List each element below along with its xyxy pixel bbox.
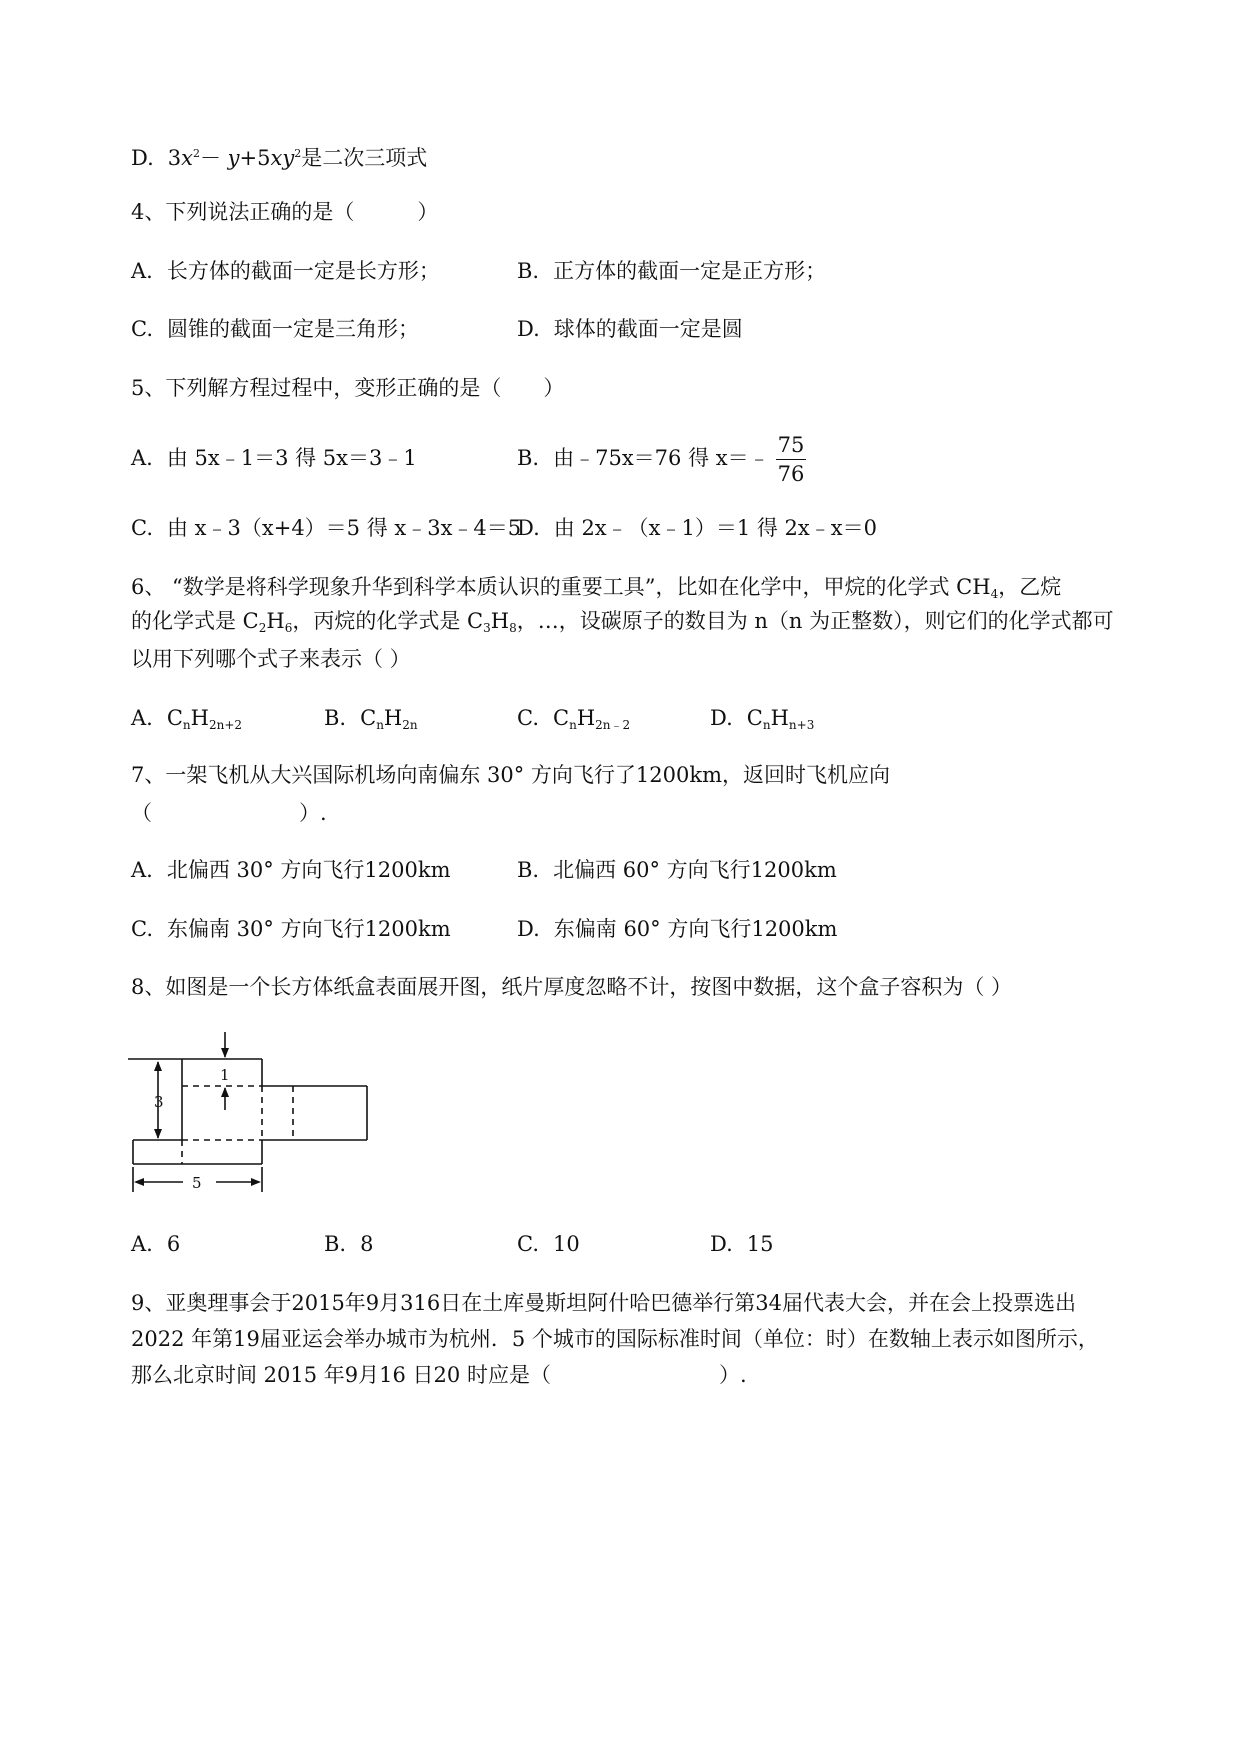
q8-option-b xyxy=(324,1229,373,1259)
text: C xyxy=(553,706,570,730)
option-text: 球体的截面一定是圆 xyxy=(553,317,743,341)
q7-option-c xyxy=(131,914,451,944)
option-label: C. xyxy=(517,1232,539,1256)
option-label: C. xyxy=(517,706,539,730)
subscript: n xyxy=(569,718,577,732)
expr-var: y xyxy=(227,146,240,170)
option-label: A. xyxy=(131,446,153,470)
expr-part: － xyxy=(199,146,228,170)
subscript: n xyxy=(376,718,384,732)
subscript: 2n+2 xyxy=(208,718,243,732)
option-label: D. xyxy=(517,317,540,341)
q7-option-d xyxy=(517,914,837,944)
q5-option-c xyxy=(131,513,521,543)
option-label: D. xyxy=(710,1232,733,1256)
expr-exponent: 2 xyxy=(192,147,200,160)
option-text: 8 xyxy=(360,1232,374,1256)
fraction xyxy=(776,432,807,486)
dimension-label-3: 3 xyxy=(154,1093,164,1111)
option-text: 北偏西 60° 方向飞行1200km xyxy=(553,858,837,882)
option-label: A. xyxy=(131,706,153,730)
arrowhead xyxy=(221,1048,229,1058)
subscript: 2n﹣2 xyxy=(595,718,631,732)
option-label: D. xyxy=(710,706,733,730)
text: ，丙烷的化学式是 C xyxy=(292,609,484,633)
option-label: A. xyxy=(131,259,153,283)
q4-option-a xyxy=(131,256,440,286)
option-text: 东偏南 60° 方向飞行1200km xyxy=(553,917,838,941)
q4-option-d xyxy=(517,314,743,344)
q6-option-d xyxy=(710,703,814,740)
q5-stem: 5、下列解方程过程中，变形正确的是（ ） xyxy=(131,376,565,400)
option-label: B. xyxy=(517,858,540,882)
option-text: 东偏南 30° 方向飞行1200km xyxy=(167,917,451,941)
q7-stem: 7、一架飞机从大兴国际机场向南偏东 30° 方向飞行了1200km，返回时飞机应向 xyxy=(131,763,891,787)
q6-option-c xyxy=(517,703,630,740)
subscript: 2n xyxy=(402,718,418,732)
text: C xyxy=(360,706,377,730)
option-label: D. xyxy=(517,516,540,540)
q6-stem-line-2 xyxy=(131,606,1114,643)
q9-stem-line-1: 9、亚奥理事会于2015年9月316日在土库曼斯坦阿什哈巴德举行第34届代表大会，并在会上投票选出 xyxy=(131,1291,1076,1315)
q8-option-c xyxy=(517,1229,580,1259)
option-text: 10 xyxy=(553,1232,580,1256)
box-net-figure xyxy=(128,1030,388,1200)
option-label: B. xyxy=(324,1232,347,1256)
subscript: 6 xyxy=(284,621,293,635)
q6-option-a xyxy=(131,703,242,740)
q8-option-d xyxy=(710,1229,774,1259)
q8-option-a xyxy=(131,1229,180,1259)
text: C xyxy=(166,706,183,730)
subscript: 8 xyxy=(509,621,517,635)
expr-var: xy xyxy=(270,146,295,170)
q6-stem-line-1 xyxy=(131,572,1061,609)
arrowhead xyxy=(154,1061,162,1071)
option-label: B. xyxy=(517,259,540,283)
option-label: C. xyxy=(131,516,153,540)
text: H xyxy=(770,706,789,730)
option-label: D. xyxy=(517,917,540,941)
dimension-label-1: 1 xyxy=(220,1066,230,1084)
q4-option-c xyxy=(131,314,419,344)
option-text: 由 x﹣3（x+4）＝5 得 x﹣3x﹣4＝5 xyxy=(167,516,522,540)
q9-stem-line-3: 那么北京时间 2015 年9月16 日20 时应是（ ）. xyxy=(131,1363,747,1387)
option-label: B. xyxy=(324,706,347,730)
text: H xyxy=(490,609,510,633)
text: ，乙烷 xyxy=(998,575,1062,599)
option-text: 6 xyxy=(166,1232,181,1256)
text: H xyxy=(190,706,209,730)
text: 的化学式是 C xyxy=(131,609,259,633)
q4-option-b xyxy=(517,256,826,286)
subscript: n xyxy=(762,718,771,732)
option-label: B. xyxy=(517,446,540,470)
q8-stem: 8、如图是一个长方体纸盒表面展开图，纸片厚度忽略不计，按图中数据，这个盒子容积为（ ） xyxy=(131,975,1013,999)
arrowhead xyxy=(221,1087,229,1097)
option-text: 15 xyxy=(746,1232,774,1256)
q7-stem-blank: （ ）. xyxy=(131,801,327,825)
subscript: n+3 xyxy=(788,718,815,732)
option-text: 由﹣75x＝76 得 x＝﹣ xyxy=(553,446,770,470)
text: C xyxy=(746,706,763,730)
text: H xyxy=(383,706,403,730)
text: H xyxy=(266,609,285,633)
expr-exponent: 2 xyxy=(294,147,302,160)
option-text: 长方体的截面一定是长方形； xyxy=(166,259,440,283)
expr-part: 是二次三项式 xyxy=(301,146,428,170)
expr-var: x xyxy=(181,146,193,170)
text: H xyxy=(576,706,596,730)
arrowhead xyxy=(134,1178,144,1186)
text: 6、 “数学是将科学现象升华到科学本质认识的重要工具”，比如在化学中，甲烷的化学式 CH xyxy=(131,575,991,599)
option-label: C. xyxy=(131,917,153,941)
option-text: 由 5x﹣1＝3 得 5x＝3﹣1 xyxy=(166,446,417,470)
subscript: 3 xyxy=(483,621,491,635)
q6-stem-line-3: 以用下列哪个式子来表示（ ） xyxy=(131,647,411,671)
text: ，…，设碳原子的数目为 n（n 为正整数），则它们的化学式都可 xyxy=(516,609,1114,633)
q5-option-a xyxy=(131,443,417,473)
subscript: 4 xyxy=(990,587,999,601)
arrowhead xyxy=(154,1129,162,1139)
fraction-numerator: 75 xyxy=(776,435,807,460)
dimension-label-5: 5 xyxy=(192,1174,202,1192)
option-text: 圆锥的截面一定是三角形； xyxy=(167,317,419,341)
option-label: A. xyxy=(131,858,153,882)
option-label: A. xyxy=(131,1232,153,1256)
q5-option-d xyxy=(517,513,877,543)
q9-stem-line-2: 2022 年第19届亚运会举办城市为杭州．5 个城市的国际标准时间（单位：时）在数轴上表示如图所示， xyxy=(131,1327,1099,1351)
subscript: 2 xyxy=(258,621,267,635)
q4-stem: 4、下列说法正确的是（ ） xyxy=(131,200,439,224)
option-label: C. xyxy=(131,317,153,341)
subscript: n xyxy=(182,718,191,732)
expr-part: +5 xyxy=(239,146,271,170)
q7-option-a xyxy=(131,855,451,885)
option-text: 北偏西 30° 方向飞行1200km xyxy=(166,858,451,882)
option-text: 正方体的截面一定是正方形； xyxy=(553,259,827,283)
option-text: 由 2x﹣（x﹣1）＝1 得 2x﹣x＝0 xyxy=(553,516,877,540)
option-label: D. xyxy=(131,146,154,170)
q5-option-b xyxy=(517,431,806,485)
arrowhead xyxy=(251,1178,261,1186)
fraction-denominator: 76 xyxy=(777,461,805,486)
q3-option-d xyxy=(131,139,427,173)
q7-option-b xyxy=(517,855,837,885)
expr-part: 3 xyxy=(167,146,182,170)
q6-option-b xyxy=(324,703,418,740)
